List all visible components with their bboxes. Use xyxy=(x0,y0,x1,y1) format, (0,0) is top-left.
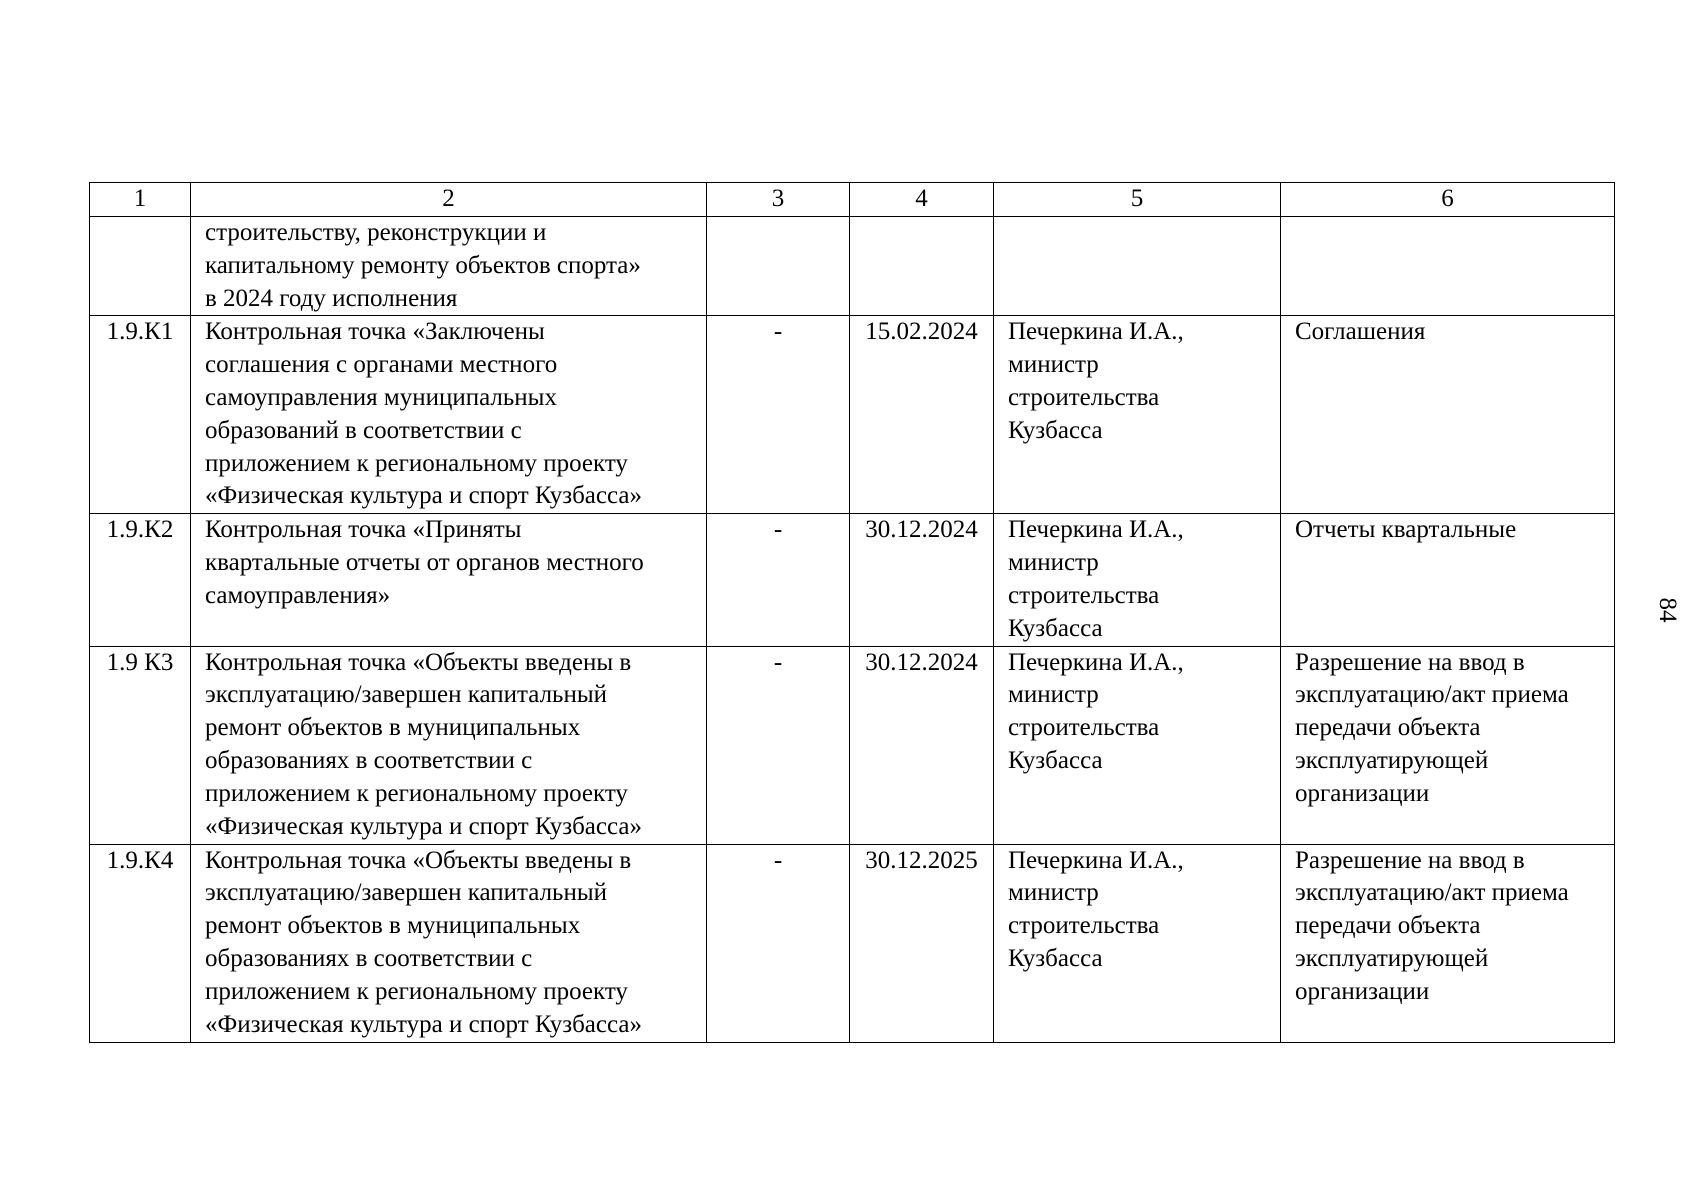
row-responsible xyxy=(994,844,1281,1042)
responsible-line: строительства xyxy=(1008,912,1160,940)
description-line: соглашения с органами местного xyxy=(205,351,558,379)
row-date: 30.12.2024 xyxy=(850,514,994,646)
document-line: передачи объекта xyxy=(1295,912,1481,940)
row-number: 1.9.К1 xyxy=(90,316,191,514)
document-line: организации xyxy=(1295,779,1430,807)
responsible-line: Печеркина И.А., xyxy=(1008,516,1184,544)
description-line: строительству, реконструкции и xyxy=(205,219,547,246)
description-line: самоуправления муниципальных xyxy=(205,383,557,411)
description-line: Контрольная точка «Заключены xyxy=(205,318,545,346)
row-col3: - xyxy=(707,316,850,514)
row-document xyxy=(1281,844,1615,1042)
responsible-line: строительства xyxy=(1008,383,1160,411)
description-line: ремонт объектов в муниципальных xyxy=(205,714,581,742)
header-col-1: 1 xyxy=(90,183,191,217)
row-number xyxy=(90,217,191,316)
row-description xyxy=(191,217,707,316)
document-line: организации xyxy=(1295,977,1430,1005)
responsible-line: Печеркина И.А., xyxy=(1008,846,1184,874)
description-line: образованиях в соответствии с xyxy=(205,944,533,972)
document-line: передачи объекта xyxy=(1295,714,1481,742)
row-document xyxy=(1281,217,1615,316)
row-col3: - xyxy=(707,844,850,1042)
responsible-line: Печеркина И.А., xyxy=(1008,318,1184,346)
description-line: ремонт объектов в муниципальных xyxy=(205,912,581,940)
document-line: Разрешение на ввод в xyxy=(1295,846,1525,874)
description-line: «Физическая культура и спорт Кузбасса» xyxy=(205,1010,642,1038)
row-col3: - xyxy=(707,514,850,646)
responsible-line: министр xyxy=(1008,681,1099,709)
header-col-6: 6 xyxy=(1281,183,1615,217)
responsible-line: министр xyxy=(1008,549,1099,577)
row-document xyxy=(1281,316,1615,514)
responsible-line: Кузбасса xyxy=(1008,416,1103,444)
description-line: образований в соответствии с xyxy=(205,416,522,444)
row-date xyxy=(850,217,994,316)
document-line: эксплуатирующей xyxy=(1295,746,1489,774)
row-document xyxy=(1281,514,1615,646)
row-document xyxy=(1281,646,1615,844)
table-row xyxy=(90,844,1615,1042)
page-number: 84 xyxy=(1654,597,1681,623)
header-col-3: 3 xyxy=(707,183,850,217)
description-line: приложением к региональному проекту xyxy=(205,449,628,477)
responsible-line: министр xyxy=(1008,351,1099,379)
row-col3: - xyxy=(707,646,850,844)
row-date: 30.12.2024 xyxy=(850,646,994,844)
row-responsible xyxy=(994,217,1281,316)
description-line: Контрольная точка «Приняты xyxy=(205,516,522,544)
row-number: 1.9.К4 xyxy=(90,844,191,1042)
row-number: 1.9.К2 xyxy=(90,514,191,646)
responsible-line: Кузбасса xyxy=(1008,944,1103,972)
description-line: эксплуатацию/завершен капитальный xyxy=(205,681,608,709)
row-date: 30.12.2025 xyxy=(850,844,994,1042)
description-line: «Физическая культура и спорт Кузбасса» xyxy=(205,812,642,840)
description-line: самоуправления» xyxy=(205,581,391,609)
responsible-line: строительства xyxy=(1008,581,1160,609)
document-line: эксплуатацию/акт приема xyxy=(1295,879,1569,907)
document-line: Разрешение на ввод в xyxy=(1295,648,1525,676)
row-description xyxy=(191,316,707,514)
description-line: Контрольная точка «Объекты введены в xyxy=(205,846,632,874)
description-line: капитальному ремонту объектов спорта» xyxy=(205,251,641,279)
description-line: образованиях в соответствии с xyxy=(205,746,533,774)
row-col3 xyxy=(707,217,850,316)
description-line: в 2024 году исполнения xyxy=(205,284,458,312)
description-line: приложением к региональному проекту xyxy=(205,779,628,807)
header-col-2: 2 xyxy=(191,183,707,217)
document-line: Соглашения xyxy=(1295,318,1426,346)
row-responsible xyxy=(994,646,1281,844)
responsible-line: Печеркина И.А., xyxy=(1008,648,1184,676)
control-points-table xyxy=(89,182,1615,1043)
responsible-line: строительства xyxy=(1008,714,1160,742)
table-row xyxy=(90,646,1615,844)
description-line: приложением к региональному проекту xyxy=(205,977,628,1005)
document-line: эксплуатацию/акт приема xyxy=(1295,681,1569,709)
description-line: «Физическая культура и спорт Кузбасса» xyxy=(205,482,642,510)
description-line: эксплуатацию/завершен капитальный xyxy=(205,879,608,907)
row-responsible xyxy=(994,316,1281,514)
header-col-5: 5 xyxy=(994,183,1281,217)
responsible-line: Кузбасса xyxy=(1008,746,1103,774)
description-line: Контрольная точка «Объекты введены в xyxy=(205,648,632,676)
row-description xyxy=(191,646,707,844)
row-description xyxy=(191,844,707,1042)
header-col-4: 4 xyxy=(850,183,994,217)
document-line: Отчеты квартальные xyxy=(1295,516,1517,544)
row-number: 1.9 К3 xyxy=(90,646,191,844)
responsible-line: министр xyxy=(1008,879,1099,907)
row-description xyxy=(191,514,707,646)
row-responsible xyxy=(994,514,1281,646)
document-line: эксплуатирующей xyxy=(1295,944,1489,972)
table-row xyxy=(90,217,1615,316)
table-row xyxy=(90,514,1615,646)
table-row xyxy=(90,316,1615,514)
description-line: квартальные отчеты от органов местного xyxy=(205,549,644,577)
row-date: 15.02.2024 xyxy=(850,316,994,514)
responsible-line: Кузбасса xyxy=(1008,614,1103,642)
header-row xyxy=(90,183,1615,217)
